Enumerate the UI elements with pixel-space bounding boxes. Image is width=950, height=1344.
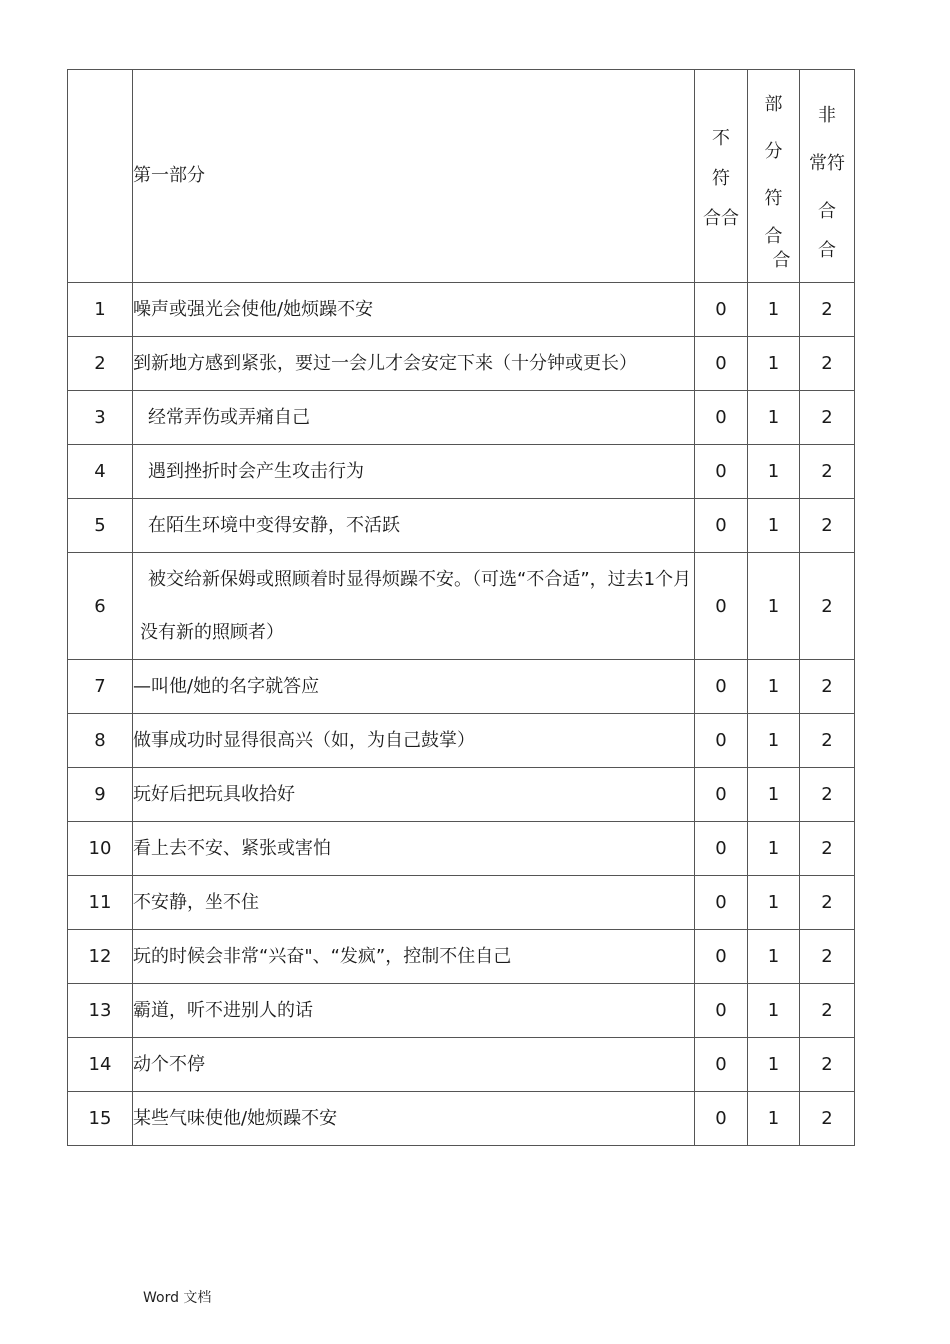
row-item: —叫他/她的名字就答应	[133, 660, 695, 714]
row-number: 8	[68, 714, 133, 768]
row-number: 9	[68, 768, 133, 822]
table-row	[68, 984, 855, 1038]
score-1[interactable]: 1	[748, 768, 800, 822]
row-item: 玩的时候会非常“兴奋"、“发疯”，控制不住自己	[133, 930, 695, 984]
table-row	[68, 499, 855, 553]
header-partial-match: 部 分 符 合 合	[748, 70, 800, 283]
footer-label: Word 文档	[143, 1290, 212, 1306]
score-0[interactable]: 0	[695, 445, 748, 499]
row-number: 2	[68, 337, 133, 391]
row-number: 4	[68, 445, 133, 499]
row-number: 1	[68, 283, 133, 337]
row-item: 噪声或强光会使他/她烦躁不安	[133, 283, 695, 337]
row-number: 12	[68, 930, 133, 984]
section-title: 第一部分	[133, 70, 695, 283]
row-number: 5	[68, 499, 133, 553]
table-row	[68, 930, 855, 984]
row-item: 到新地方感到紧张，要过一会儿才会安定下来（十分钟或更长）	[133, 337, 695, 391]
score-2[interactable]: 2	[800, 984, 855, 1038]
table-row	[68, 1092, 855, 1146]
row-item: 遇到挫折时会产生攻击行为	[133, 445, 695, 499]
score-1[interactable]: 1	[748, 984, 800, 1038]
score-1[interactable]: 1	[748, 714, 800, 768]
score-2[interactable]: 2	[800, 822, 855, 876]
row-number: 6	[68, 553, 133, 660]
score-1[interactable]: 1	[748, 553, 800, 660]
table-row	[68, 768, 855, 822]
score-2[interactable]: 2	[800, 714, 855, 768]
score-0[interactable]: 0	[695, 283, 748, 337]
table-row	[68, 553, 855, 660]
score-1[interactable]: 1	[748, 337, 800, 391]
row-item: 不安静，坐不住	[133, 876, 695, 930]
table-row	[68, 660, 855, 714]
score-2[interactable]: 2	[800, 553, 855, 660]
score-0[interactable]: 0	[695, 822, 748, 876]
table-row	[68, 391, 855, 445]
row-item: 玩好后把玩具收拾好	[133, 768, 695, 822]
row-item: 在陌生环境中变得安静，不活跃	[133, 499, 695, 553]
row-item: 动个不停	[133, 1038, 695, 1092]
header-row	[68, 70, 855, 283]
score-0[interactable]: 0	[695, 984, 748, 1038]
row-item: 看上去不安、紧张或害怕	[133, 822, 695, 876]
row-item: 经常弄伤或弄痛自己	[133, 391, 695, 445]
row-number: 11	[68, 876, 133, 930]
score-1[interactable]: 1	[748, 283, 800, 337]
score-0[interactable]: 0	[695, 660, 748, 714]
score-1[interactable]: 1	[748, 1038, 800, 1092]
row-item: 某些气味使他/她烦躁不安	[133, 1092, 695, 1146]
score-1[interactable]: 1	[748, 930, 800, 984]
score-2[interactable]: 2	[800, 660, 855, 714]
score-0[interactable]: 0	[695, 499, 748, 553]
questionnaire-table	[67, 69, 855, 1146]
score-2[interactable]: 2	[800, 930, 855, 984]
score-0[interactable]: 0	[695, 337, 748, 391]
table-row	[68, 714, 855, 768]
row-number: 3	[68, 391, 133, 445]
score-1[interactable]: 1	[748, 876, 800, 930]
score-0[interactable]: 0	[695, 930, 748, 984]
score-2[interactable]: 2	[800, 391, 855, 445]
header-empty-cell	[68, 70, 133, 283]
row-item: 被交给新保姆或照顾着时显得烦躁不安。（可选“不合适”，过去1个月没有新的照顾者）	[133, 553, 695, 660]
score-2[interactable]: 2	[800, 283, 855, 337]
table-row	[68, 1038, 855, 1092]
score-2[interactable]: 2	[800, 1038, 855, 1092]
row-number: 13	[68, 984, 133, 1038]
header-not-match: 不 符 合合	[695, 70, 748, 283]
score-2[interactable]: 2	[800, 499, 855, 553]
score-0[interactable]: 0	[695, 768, 748, 822]
table-row	[68, 822, 855, 876]
row-item: 霸道，听不进别人的话	[133, 984, 695, 1038]
score-2[interactable]: 2	[800, 876, 855, 930]
score-1[interactable]: 1	[748, 1092, 800, 1146]
score-1[interactable]: 1	[748, 391, 800, 445]
score-1[interactable]: 1	[748, 660, 800, 714]
score-0[interactable]: 0	[695, 876, 748, 930]
row-number: 15	[68, 1092, 133, 1146]
score-0[interactable]: 0	[695, 391, 748, 445]
score-2[interactable]: 2	[800, 768, 855, 822]
table-row	[68, 445, 855, 499]
score-1[interactable]: 1	[748, 822, 800, 876]
row-number: 7	[68, 660, 133, 714]
table-row	[68, 876, 855, 930]
score-0[interactable]: 0	[695, 714, 748, 768]
score-2[interactable]: 2	[800, 337, 855, 391]
score-2[interactable]: 2	[800, 445, 855, 499]
score-2[interactable]: 2	[800, 1092, 855, 1146]
score-0[interactable]: 0	[695, 1038, 748, 1092]
row-number: 14	[68, 1038, 133, 1092]
score-1[interactable]: 1	[748, 445, 800, 499]
row-number: 10	[68, 822, 133, 876]
score-1[interactable]: 1	[748, 499, 800, 553]
score-0[interactable]: 0	[695, 553, 748, 660]
row-item: 做事成功时显得很高兴（如，为自己鼓掌）	[133, 714, 695, 768]
table-row	[68, 283, 855, 337]
header-very-match: 非 常符 合 合	[800, 70, 855, 283]
score-0[interactable]: 0	[695, 1092, 748, 1146]
table-row	[68, 337, 855, 391]
